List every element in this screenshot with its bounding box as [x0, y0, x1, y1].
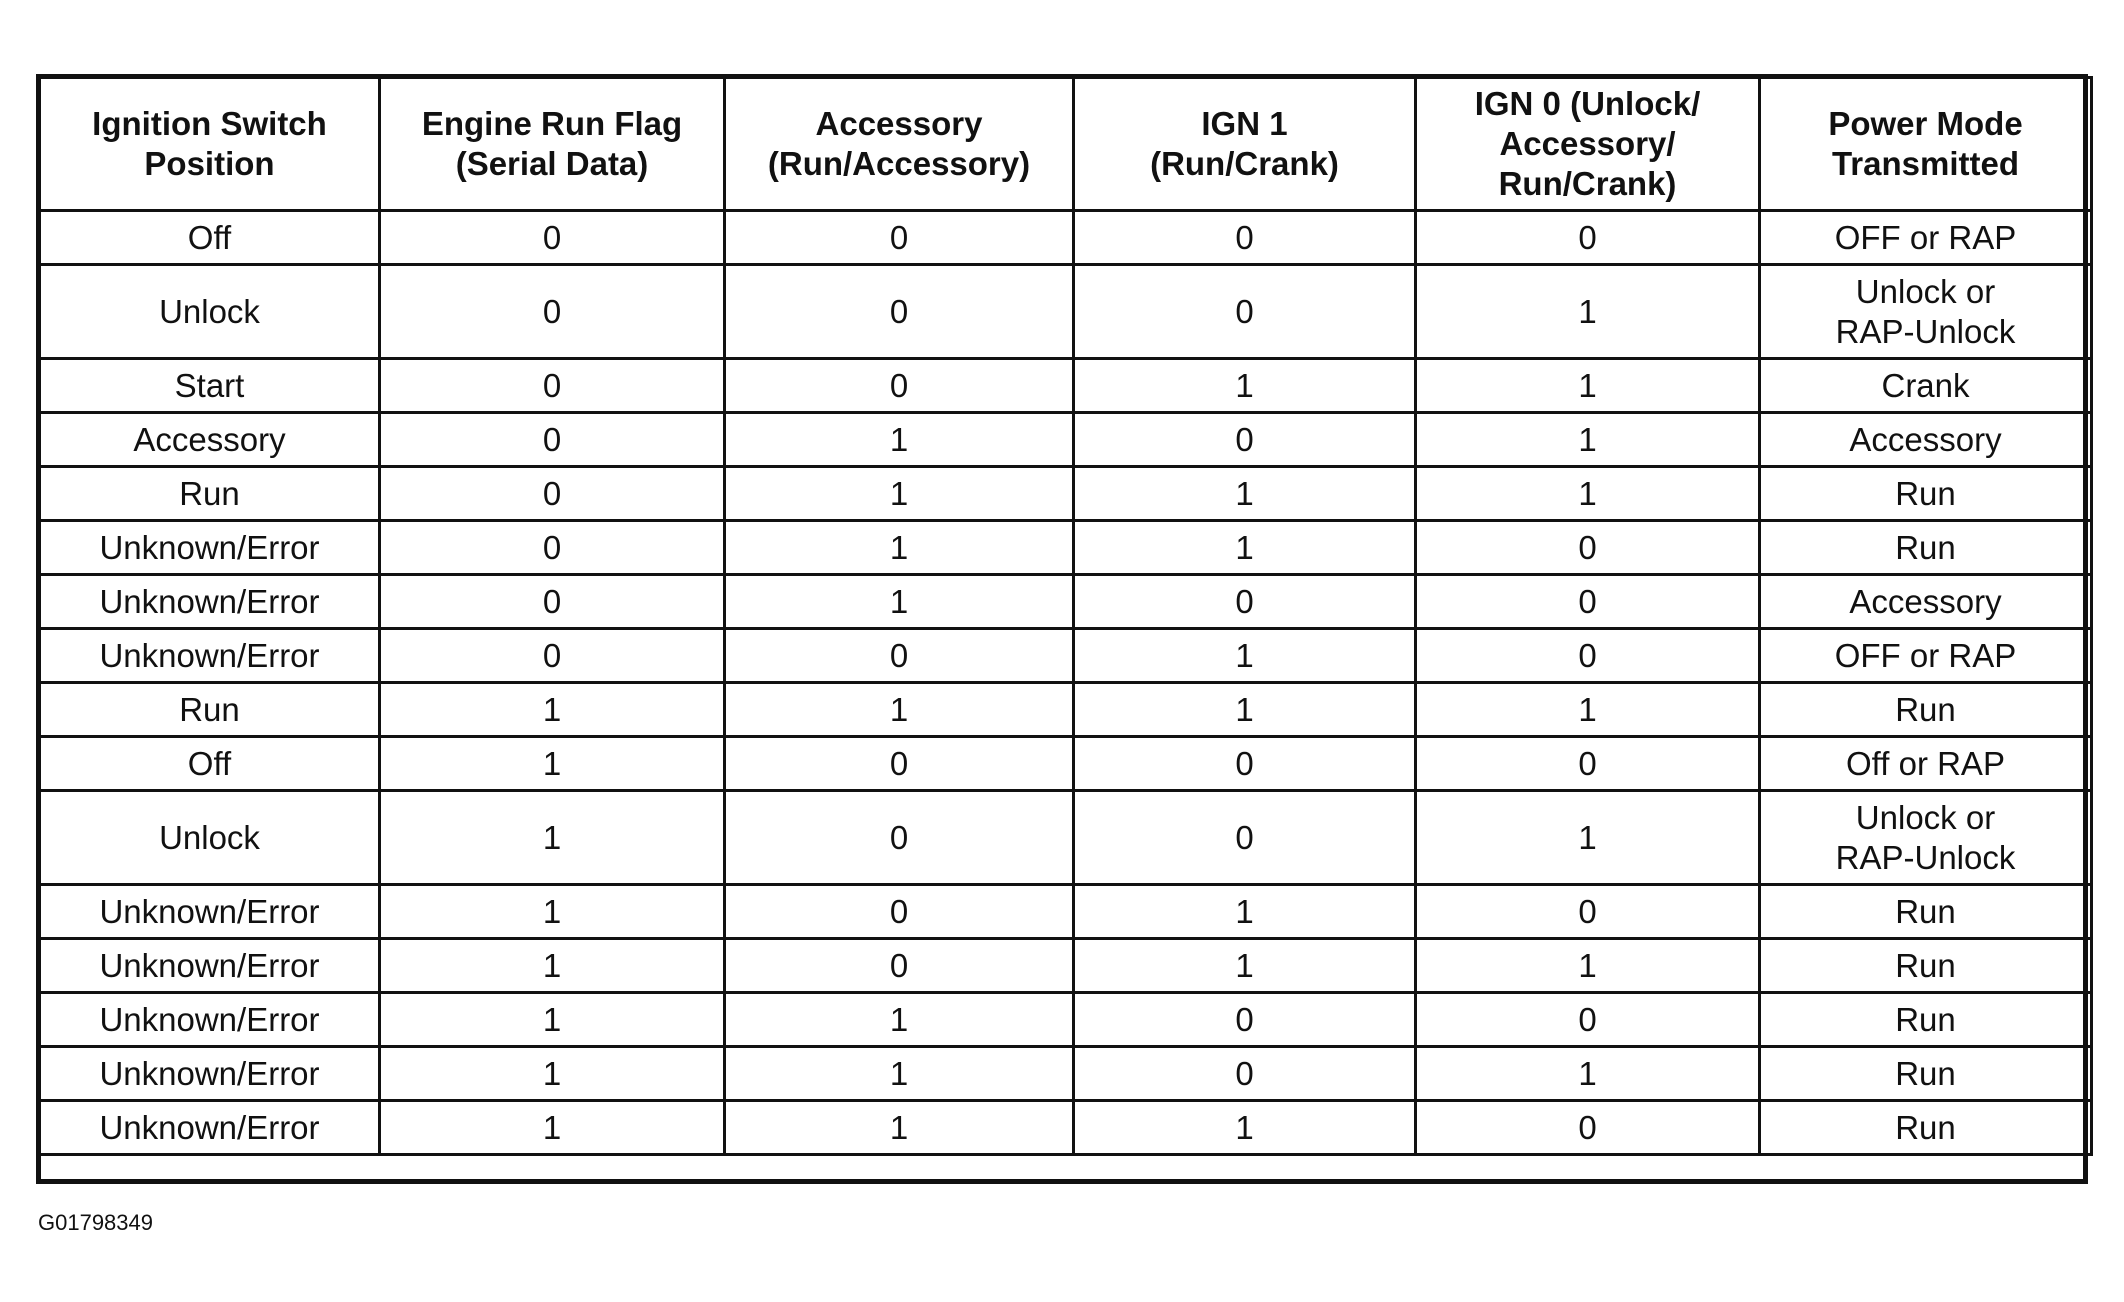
cell-text-line: Off	[187, 744, 232, 782]
cell-text-line: 1	[889, 582, 909, 620]
cell-ignition-switch-position	[40, 265, 380, 359]
cell-text-line: Run	[1895, 1000, 1956, 1038]
cell-text-line: 0	[1235, 420, 1254, 458]
cell-text-line: 1	[889, 690, 909, 728]
cell-text-line: 1	[1578, 420, 1597, 458]
cell-ign-1	[1074, 575, 1416, 629]
cell-text-line: 0	[889, 292, 909, 330]
header-text-line: Accessory	[815, 105, 983, 142]
cell-ign-0	[1416, 265, 1760, 359]
cell-text-line: 1	[1235, 690, 1254, 728]
cell-text-line: 0	[889, 818, 909, 856]
cell-ignition-switch-position	[40, 575, 380, 629]
cell-ign-1	[1074, 359, 1416, 413]
cell-text-line: 1	[1235, 1108, 1254, 1146]
cell-text-line: Unknown/Error	[99, 1054, 320, 1092]
header-text-line: IGN 1	[1201, 105, 1288, 142]
cell-engine-run-flag	[380, 575, 725, 629]
cell-text-line: 0	[542, 292, 562, 330]
cell-power-mode	[1760, 467, 2092, 521]
cell-ignition-switch-position	[40, 1047, 380, 1101]
header-ign-1	[1074, 78, 1416, 211]
cell-text-line: Run	[1895, 528, 1956, 566]
cell-text-line: 1	[1235, 892, 1254, 930]
cell-text-line: 0	[542, 366, 562, 404]
cell-text-line: 1	[889, 528, 909, 566]
cell-ign-0	[1416, 467, 1760, 521]
table-row	[40, 1047, 2092, 1101]
cell-ign-1	[1074, 467, 1416, 521]
cell-text-line: 0	[1578, 1108, 1597, 1146]
table-row	[40, 575, 2092, 629]
cell-text-line: Unlock	[159, 818, 260, 856]
header-text-line: IGN 0 (Unlock/	[1474, 85, 1701, 122]
cell-accessory	[725, 265, 1074, 359]
cell-text-line: 1	[1578, 690, 1597, 728]
cell-engine-run-flag	[380, 467, 725, 521]
cell-engine-run-flag	[380, 791, 725, 885]
cell-text-line: Run	[1895, 892, 1956, 930]
header-ignition-switch-position	[40, 78, 380, 211]
cell-text-line: 1	[1235, 366, 1254, 404]
cell-text-line: Unknown/Error	[99, 1000, 320, 1038]
cell-accessory	[725, 939, 1074, 993]
cell-ign-0	[1416, 993, 1760, 1047]
cell-text-line: 1	[542, 690, 562, 728]
cell-text-line: 1	[542, 744, 562, 782]
table-row	[40, 939, 2092, 993]
cell-power-mode	[1760, 265, 2092, 359]
table-row	[40, 791, 2092, 885]
cell-ign-1	[1074, 413, 1416, 467]
cell-text-line: Run	[1895, 1108, 1956, 1146]
cell-ign-1	[1074, 1047, 1416, 1101]
cell-text-line: 1	[889, 1054, 909, 1092]
table-row	[40, 629, 2092, 683]
cell-accessory	[725, 683, 1074, 737]
cell-text-line: RAP-Unlock	[1835, 312, 2016, 350]
cell-text-line: 0	[542, 528, 562, 566]
cell-text-line: OFF or RAP	[1834, 636, 2017, 674]
cell-text-line: Unknown/Error	[99, 636, 320, 674]
cell-power-mode	[1760, 1047, 2092, 1101]
cell-ignition-switch-position	[40, 359, 380, 413]
cell-text-line: 0	[542, 636, 562, 674]
cell-text-line: 0	[1235, 1000, 1254, 1038]
cell-text-line: Unknown/Error	[99, 946, 320, 984]
cell-text-line: 0	[1578, 892, 1597, 930]
cell-ign-1	[1074, 683, 1416, 737]
cell-ign-0	[1416, 1047, 1760, 1101]
cell-ign-0	[1416, 939, 1760, 993]
cell-ignition-switch-position	[40, 521, 380, 575]
cell-engine-run-flag	[380, 629, 725, 683]
table-row	[40, 683, 2092, 737]
cell-text-line: 0	[1235, 218, 1254, 256]
cell-engine-run-flag	[380, 737, 725, 791]
cell-text-line: 1	[542, 892, 562, 930]
cell-text-line: 1	[542, 818, 562, 856]
figure-id: G01798349	[38, 1210, 153, 1235]
cell-text-line: 0	[542, 474, 562, 512]
cell-engine-run-flag	[380, 1101, 725, 1155]
power-mode-table-container	[38, 76, 2090, 1156]
table-row	[40, 413, 2092, 467]
cell-text-line: Unlock or	[1855, 272, 1996, 310]
cell-power-mode	[1760, 575, 2092, 629]
cell-power-mode	[1760, 791, 2092, 885]
cell-accessory	[725, 575, 1074, 629]
cell-ign-1	[1074, 629, 1416, 683]
header-text-line: Power Mode	[1828, 105, 2023, 142]
cell-text-line: 1	[889, 420, 909, 458]
cell-accessory	[725, 885, 1074, 939]
cell-text-line: 0	[1235, 1054, 1254, 1092]
table-row	[40, 993, 2092, 1047]
cell-ignition-switch-position	[40, 939, 380, 993]
cell-text-line: Crank	[1881, 366, 1970, 404]
cell-accessory	[725, 467, 1074, 521]
cell-engine-run-flag	[380, 359, 725, 413]
cell-ign-0	[1416, 575, 1760, 629]
cell-text-line: 1	[1578, 818, 1597, 856]
cell-text-line: 0	[1235, 818, 1254, 856]
cell-accessory	[725, 629, 1074, 683]
cell-ign-0	[1416, 359, 1760, 413]
cell-engine-run-flag	[380, 939, 725, 993]
header-text-line: (Run/Crank)	[1150, 145, 1339, 182]
cell-text-line: 0	[542, 218, 562, 256]
cell-text-line: Run	[1895, 690, 1956, 728]
cell-power-mode	[1760, 359, 2092, 413]
cell-engine-run-flag	[380, 993, 725, 1047]
cell-text-line: Accessory	[1849, 420, 2002, 458]
cell-text-line: 1	[1235, 636, 1254, 674]
cell-text-line: 0	[1578, 636, 1597, 674]
cell-text-line: 1	[889, 1000, 909, 1038]
cell-text-line: Run	[1895, 474, 1956, 512]
cell-text-line: OFF or RAP	[1834, 218, 2017, 256]
cell-ign-1	[1074, 1101, 1416, 1155]
cell-text-line: 0	[1235, 582, 1254, 620]
cell-text-line: 0	[889, 946, 909, 984]
table-row	[40, 265, 2092, 359]
cell-text-line: Unlock	[159, 292, 260, 330]
cell-ign-1	[1074, 737, 1416, 791]
table-row	[40, 359, 2092, 413]
cell-ign-1	[1074, 993, 1416, 1047]
cell-text-line: Run	[179, 474, 240, 512]
cell-power-mode	[1760, 629, 2092, 683]
cell-text-line: 0	[1578, 528, 1597, 566]
cell-ign-0	[1416, 1101, 1760, 1155]
cell-engine-run-flag	[380, 683, 725, 737]
cell-text-line: 1	[1235, 474, 1254, 512]
cell-text-line: Off	[187, 218, 232, 256]
cell-ign-0	[1416, 629, 1760, 683]
cell-ign-1	[1074, 211, 1416, 265]
cell-ignition-switch-position	[40, 993, 380, 1047]
table-row	[40, 211, 2092, 265]
cell-accessory	[725, 1047, 1074, 1101]
cell-text-line: 0	[1578, 744, 1597, 782]
cell-power-mode	[1760, 211, 2092, 265]
header-text-line: (Serial Data)	[455, 145, 649, 182]
cell-text-line: RAP-Unlock	[1835, 838, 2016, 876]
cell-accessory	[725, 521, 1074, 575]
cell-power-mode	[1760, 413, 2092, 467]
cell-ignition-switch-position	[40, 467, 380, 521]
cell-power-mode	[1760, 683, 2092, 737]
cell-ign-0	[1416, 791, 1760, 885]
table-row	[40, 885, 2092, 939]
cell-text-line: Off or RAP	[1846, 744, 2005, 782]
cell-text-line: 0	[1235, 292, 1254, 330]
cell-text-line: 0	[1235, 744, 1254, 782]
header-text-line: Run/Crank)	[1498, 165, 1677, 202]
cell-text-line: 0	[542, 420, 562, 458]
header-text-line: Transmitted	[1831, 145, 2020, 182]
cell-text-line: 0	[542, 582, 562, 620]
cell-text-line: 1	[542, 1108, 562, 1146]
cell-engine-run-flag	[380, 211, 725, 265]
cell-text-line: 1	[1235, 528, 1254, 566]
cell-ignition-switch-position	[40, 791, 380, 885]
cell-text-line: Unlock or	[1855, 798, 1996, 836]
table-row	[40, 737, 2092, 791]
cell-text-line: Accessory	[1849, 582, 2002, 620]
cell-power-mode	[1760, 521, 2092, 575]
table-row	[40, 467, 2092, 521]
cell-ign-1	[1074, 265, 1416, 359]
header-text-line: Accessory/	[1499, 125, 1676, 162]
cell-text-line: Run	[1895, 1054, 1956, 1092]
table-row	[40, 1101, 2092, 1155]
cell-text-line: 0	[1578, 218, 1597, 256]
cell-ign-0	[1416, 885, 1760, 939]
cell-text-line: Unknown/Error	[99, 582, 320, 620]
cell-power-mode	[1760, 885, 2092, 939]
cell-engine-run-flag	[380, 885, 725, 939]
cell-accessory	[725, 737, 1074, 791]
cell-text-line: 0	[1578, 582, 1597, 620]
header-engine-run-flag	[380, 78, 725, 211]
cell-text-line: 1	[1235, 946, 1254, 984]
table-header-row	[40, 78, 2092, 211]
header-text-line: Position	[144, 145, 275, 182]
cell-ignition-switch-position	[40, 885, 380, 939]
cell-text-line: 1	[1578, 946, 1597, 984]
header-text-line: (Run/Accessory)	[767, 145, 1031, 182]
power-mode-table	[38, 76, 2093, 1156]
cell-text-line: 0	[1578, 1000, 1597, 1038]
header-text-line: Engine Run Flag	[421, 105, 683, 142]
cell-text-line: 1	[1578, 1054, 1597, 1092]
cell-text-line: 0	[889, 744, 909, 782]
cell-text-line: Unknown/Error	[99, 1108, 320, 1146]
cell-engine-run-flag	[380, 521, 725, 575]
cell-power-mode	[1760, 1101, 2092, 1155]
cell-text-line: 0	[889, 218, 909, 256]
cell-ign-0	[1416, 737, 1760, 791]
cell-ign-1	[1074, 939, 1416, 993]
cell-ign-0	[1416, 413, 1760, 467]
cell-text-line: Accessory	[133, 420, 286, 458]
cell-text-line: 1	[542, 1054, 562, 1092]
cell-ignition-switch-position	[40, 413, 380, 467]
cell-text-line: Run	[1895, 946, 1956, 984]
cell-accessory	[725, 791, 1074, 885]
table-body	[40, 211, 2092, 1155]
cell-text-line: 1	[1578, 292, 1597, 330]
cell-engine-run-flag	[380, 1047, 725, 1101]
cell-text-line: 0	[889, 366, 909, 404]
cell-text-line: 0	[889, 636, 909, 674]
header-ign-0	[1416, 78, 1760, 211]
cell-text-line: 1	[542, 946, 562, 984]
cell-accessory	[725, 1101, 1074, 1155]
cell-text-line: Unknown/Error	[99, 892, 320, 930]
cell-accessory	[725, 413, 1074, 467]
cell-text-line: Unknown/Error	[99, 528, 320, 566]
cell-ignition-switch-position	[40, 1101, 380, 1155]
cell-ignition-switch-position	[40, 629, 380, 683]
cell-accessory	[725, 993, 1074, 1047]
cell-text-line: Run	[179, 690, 240, 728]
cell-ign-1	[1074, 791, 1416, 885]
cell-engine-run-flag	[380, 265, 725, 359]
cell-ign-0	[1416, 683, 1760, 737]
header-accessory	[725, 78, 1074, 211]
cell-ign-0	[1416, 521, 1760, 575]
cell-ign-0	[1416, 211, 1760, 265]
cell-text-line: 1	[542, 1000, 562, 1038]
cell-text-line: Start	[174, 366, 245, 404]
cell-power-mode	[1760, 737, 2092, 791]
cell-power-mode	[1760, 939, 2092, 993]
cell-ignition-switch-position	[40, 211, 380, 265]
cell-ign-1	[1074, 521, 1416, 575]
cell-text-line: 1	[1578, 366, 1597, 404]
header-text-line: Ignition Switch	[92, 105, 327, 142]
cell-power-mode	[1760, 993, 2092, 1047]
cell-engine-run-flag	[380, 413, 725, 467]
cell-text-line: 0	[889, 892, 909, 930]
cell-text-line: 1	[889, 474, 909, 512]
cell-accessory	[725, 211, 1074, 265]
cell-text-line: 1	[889, 1108, 909, 1146]
header-power-mode-transmitted	[1760, 78, 2092, 211]
table-row	[40, 521, 2092, 575]
cell-ignition-switch-position	[40, 737, 380, 791]
cell-ign-1	[1074, 885, 1416, 939]
cell-accessory	[725, 359, 1074, 413]
cell-ignition-switch-position	[40, 683, 380, 737]
cell-text-line: 1	[1578, 474, 1597, 512]
